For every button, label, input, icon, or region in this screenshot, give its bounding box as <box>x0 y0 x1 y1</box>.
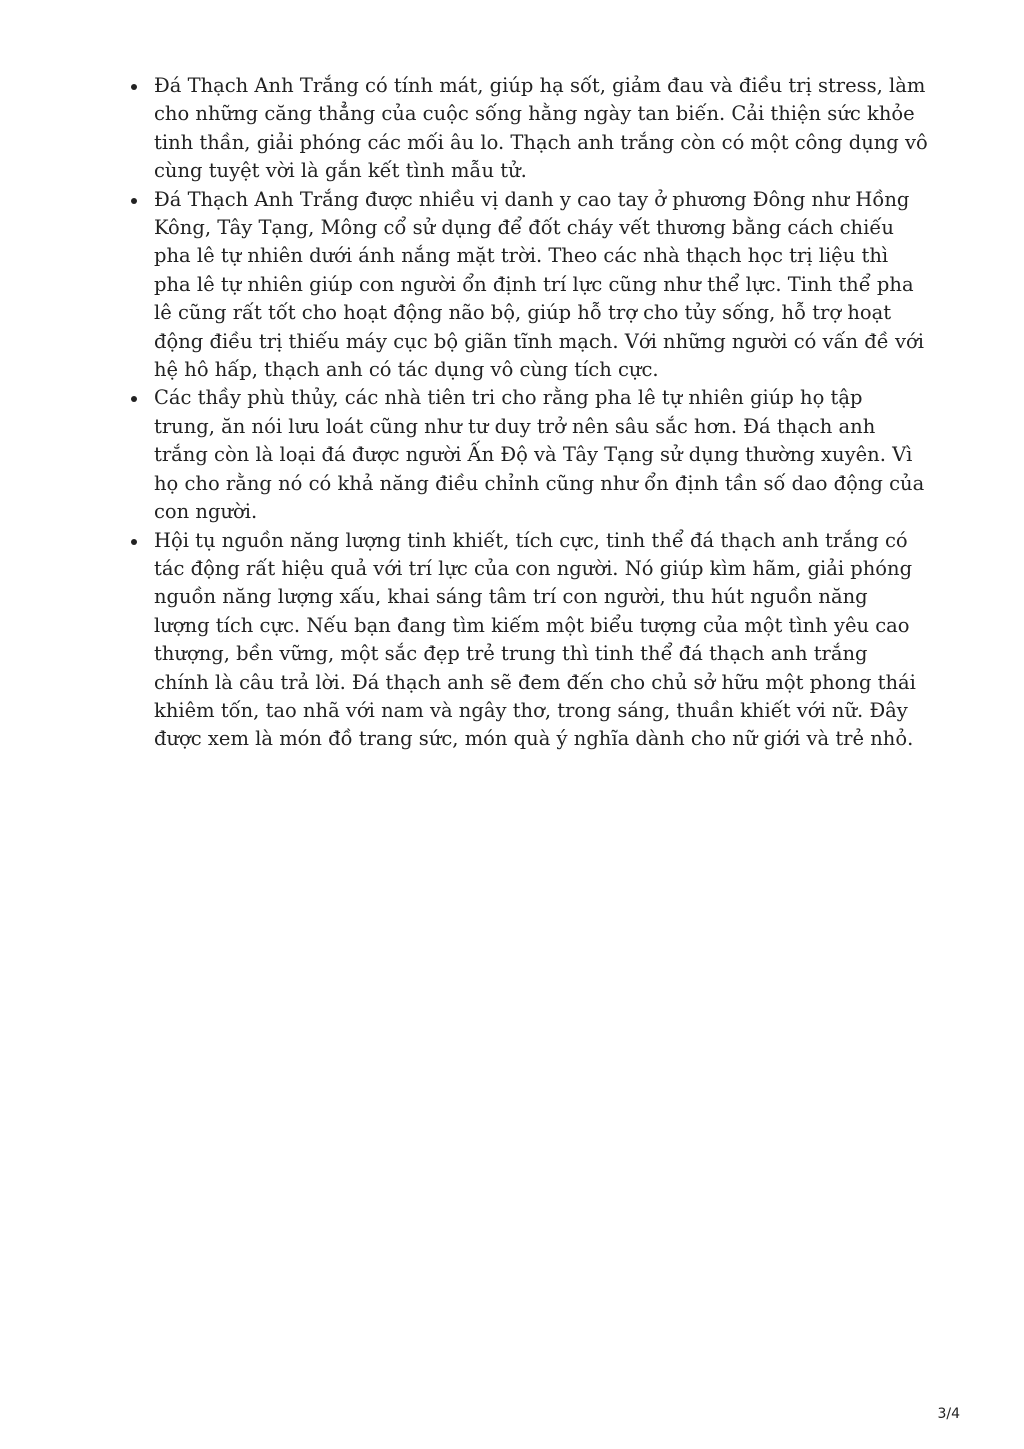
list-item <box>128 527 928 754</box>
list-item-text: Đá Thạch Anh Trắng được nhiều vị danh y cao tay ở phương Đông như Hồng Kông, Tây Tạng, Mông cổ sử dụng để đốt cháy vết thương bằng cách chiếu pha lê tự nhiên dưới ánh nắng mặt trời. Theo các nhà thạch học trị liệu thì pha lê tự nhiên giúp con người ổn định trí lực cũng như thể lực. Tinh thể pha lê cũng rất tốt cho hoạt động não bộ, giúp hỗ trợ cho tủy sống, hỗ trợ hoạt động điều trị thiếu máy cục bộ giãn tĩnh mạch. Với những người có vấn đề với hệ hô hấp, thạch anh có tác dụng vô cùng tích cực. <box>154 187 924 382</box>
list-item <box>128 72 928 186</box>
bullet-list <box>128 72 928 754</box>
list-item-text: Đá Thạch Anh Trắng có tính mát, giúp hạ sốt, giảm đau và điều trị stress, làm cho những căng thẳng của cuộc sống hằng ngày tan biến. Cải thiện sức khỏe tinh thần, giải phóng các mối âu lo. Thạch anh trắng còn có một công dụng vô cùng tuyệt vời là gắn kết tình mẫu tử. <box>154 74 928 183</box>
bullet-icon <box>131 198 137 204</box>
bullet-icon <box>131 396 137 402</box>
list-item <box>128 186 928 385</box>
list-item <box>128 384 928 526</box>
page-number: 3/4 <box>937 1406 960 1422</box>
bullet-icon <box>131 539 137 545</box>
bullet-icon <box>131 84 137 90</box>
list-item-text: Các thầy phù thủy, các nhà tiên tri cho rằng pha lê tự nhiên giúp họ tập trung, ăn nói lưu loát cũng như tư duy trở nên sâu sắc hơn. Đá thạch anh trắng còn là loại đá được người Ấn Độ và Tây Tạng sử dụng thường xuyên. Vì họ cho rằng nó có khả năng điều chỉnh cũng như ổn định tần số dao động của con người. <box>154 386 925 524</box>
list-item-text: Hội tụ nguồn năng lượng tinh khiết, tích cực, tinh thể đá thạch anh trắng có tác động rất hiệu quả với trí lực của con người. Nó giúp kìm hãm, giải phóng nguồn năng lượng xấu, khai sáng tâm trí con người, thu hút nguồn năng lượng tích cực. Nếu bạn đang tìm kiếm một biểu tượng của một tình yêu cao thượng, bền vững, một sắc đẹp trẻ trung thì tinh thể đá thạch anh trắng chính là câu trả lời. Đá thạch anh sẽ đem đến cho chủ sở hữu một phong thái khiêm tốn, tao nhã với nam và ngây thơ, trong sáng, thuần khiết với nữ. Đây được xem là món đồ trang sức, món quà ý nghĩa dành cho nữ giới và trẻ nhỏ. <box>154 528 916 751</box>
